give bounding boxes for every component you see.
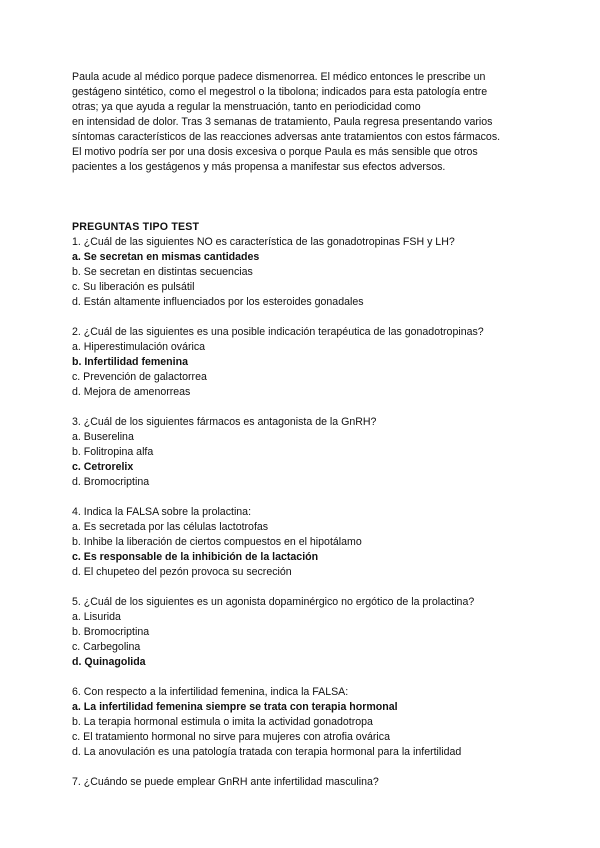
question-block — [72, 505, 542, 580]
answer-option: b. Se secretan en distintas secuencias — [72, 266, 253, 278]
answer-option: d. Bromocriptina — [72, 476, 150, 488]
question-text: 1. ¿Cuál de las siguientes NO es característica de las gonadotropinas FSH y LH? — [72, 236, 455, 248]
question-block — [72, 325, 542, 400]
question-block — [72, 775, 542, 790]
answer-option-correct: c. Es responsable de la inhibición de la lactación — [72, 551, 319, 563]
answer-option: d. La anovulación es una patología tratada con terapia hormonal para la infertilidad — [72, 746, 462, 758]
intro-line: El motivo podría ser por una dosis excesiva o porque Paula es más sensible que otros — [72, 146, 478, 158]
question-text: 6. Con respecto a la infertilidad femenina, indica la FALSA: — [72, 686, 349, 698]
question-list — [72, 235, 542, 790]
answer-option: a. Es secretada por las células lactotrofas — [72, 521, 269, 533]
intro-line: en intensidad de dolor. Tras 3 semanas de tratamiento, Paula regresa presentando varios — [72, 116, 493, 128]
intro-paragraph — [72, 70, 542, 175]
answer-option: b. Inhibe la liberación de ciertos compuestos en el hipotálamo — [72, 536, 362, 548]
answer-option-correct: b. Infertilidad femenina — [72, 356, 188, 368]
section-title: PREGUNTAS TIPO TEST — [72, 221, 200, 233]
answer-option: d. El chupeteo del pezón provoca su secreción — [72, 566, 292, 578]
question-block — [72, 685, 542, 760]
answer-option: a. Hiperestimulación ovárica — [72, 341, 206, 353]
answer-option: b. Bromocriptina — [72, 626, 150, 638]
intro-line: gestágeno sintético, como el megestrol o la tibolona; indicados para esta patología entre — [72, 86, 488, 98]
answer-option: a. Lisurida — [72, 611, 121, 623]
answer-option-correct: a. Se secretan en mismas cantidades — [72, 251, 260, 263]
answer-option: b. Folitropina alfa — [72, 446, 154, 458]
answer-option: d. Mejora de amenorreas — [72, 386, 191, 398]
answer-option: d. Están altamente influenciados por los esteroides gonadales — [72, 296, 364, 308]
answer-option-correct: d. Quinagolida — [72, 656, 146, 668]
question-block — [72, 595, 542, 670]
answer-option-correct: a. La infertilidad femenina siempre se trata con terapia hormonal — [72, 701, 398, 713]
question-block — [72, 415, 542, 490]
answer-option: a. Buserelina — [72, 431, 134, 443]
answer-option: c. Prevención de galactorrea — [72, 371, 207, 383]
question-text: 5. ¿Cuál de los siguientes es un agonista dopaminérgico no ergótico de la prolactina? — [72, 596, 475, 608]
answer-option: c. Su liberación es pulsátil — [72, 281, 195, 293]
intro-line: Paula acude al médico porque padece dismenorrea. El médico entonces le prescribe un — [72, 71, 486, 83]
intro-line: otras; ya que ayuda a regular la menstruación, tanto en periodicidad como — [72, 101, 421, 113]
question-block — [72, 235, 542, 310]
question-text: 2. ¿Cuál de las siguientes es una posible indicación terapéutica de las gonadotropinas? — [72, 326, 484, 338]
answer-option: b. La terapia hormonal estimula o imita la actividad gonadotropa — [72, 716, 373, 728]
question-text: 4. Indica la FALSA sobre la prolactina: — [72, 506, 252, 518]
document-page — [72, 70, 542, 805]
question-text: 7. ¿Cuándo se puede emplear GnRH ante infertilidad masculina? — [72, 776, 379, 788]
intro-line: síntomas característicos de las reacciones adversas ante tratamientos con estos fármacos. — [72, 131, 501, 143]
answer-option-correct: c. Cetrorelix — [72, 461, 134, 473]
answer-option: c. Carbegolina — [72, 641, 141, 653]
question-text: 3. ¿Cuál de los siguientes fármacos es antagonista de la GnRH? — [72, 416, 377, 428]
answer-option: c. El tratamiento hormonal no sirve para mujeres con atrofia ovárica — [72, 731, 390, 743]
intro-line: pacientes a los gestágenos y más propensa a manifestar sus efectos adversos. — [72, 161, 446, 173]
